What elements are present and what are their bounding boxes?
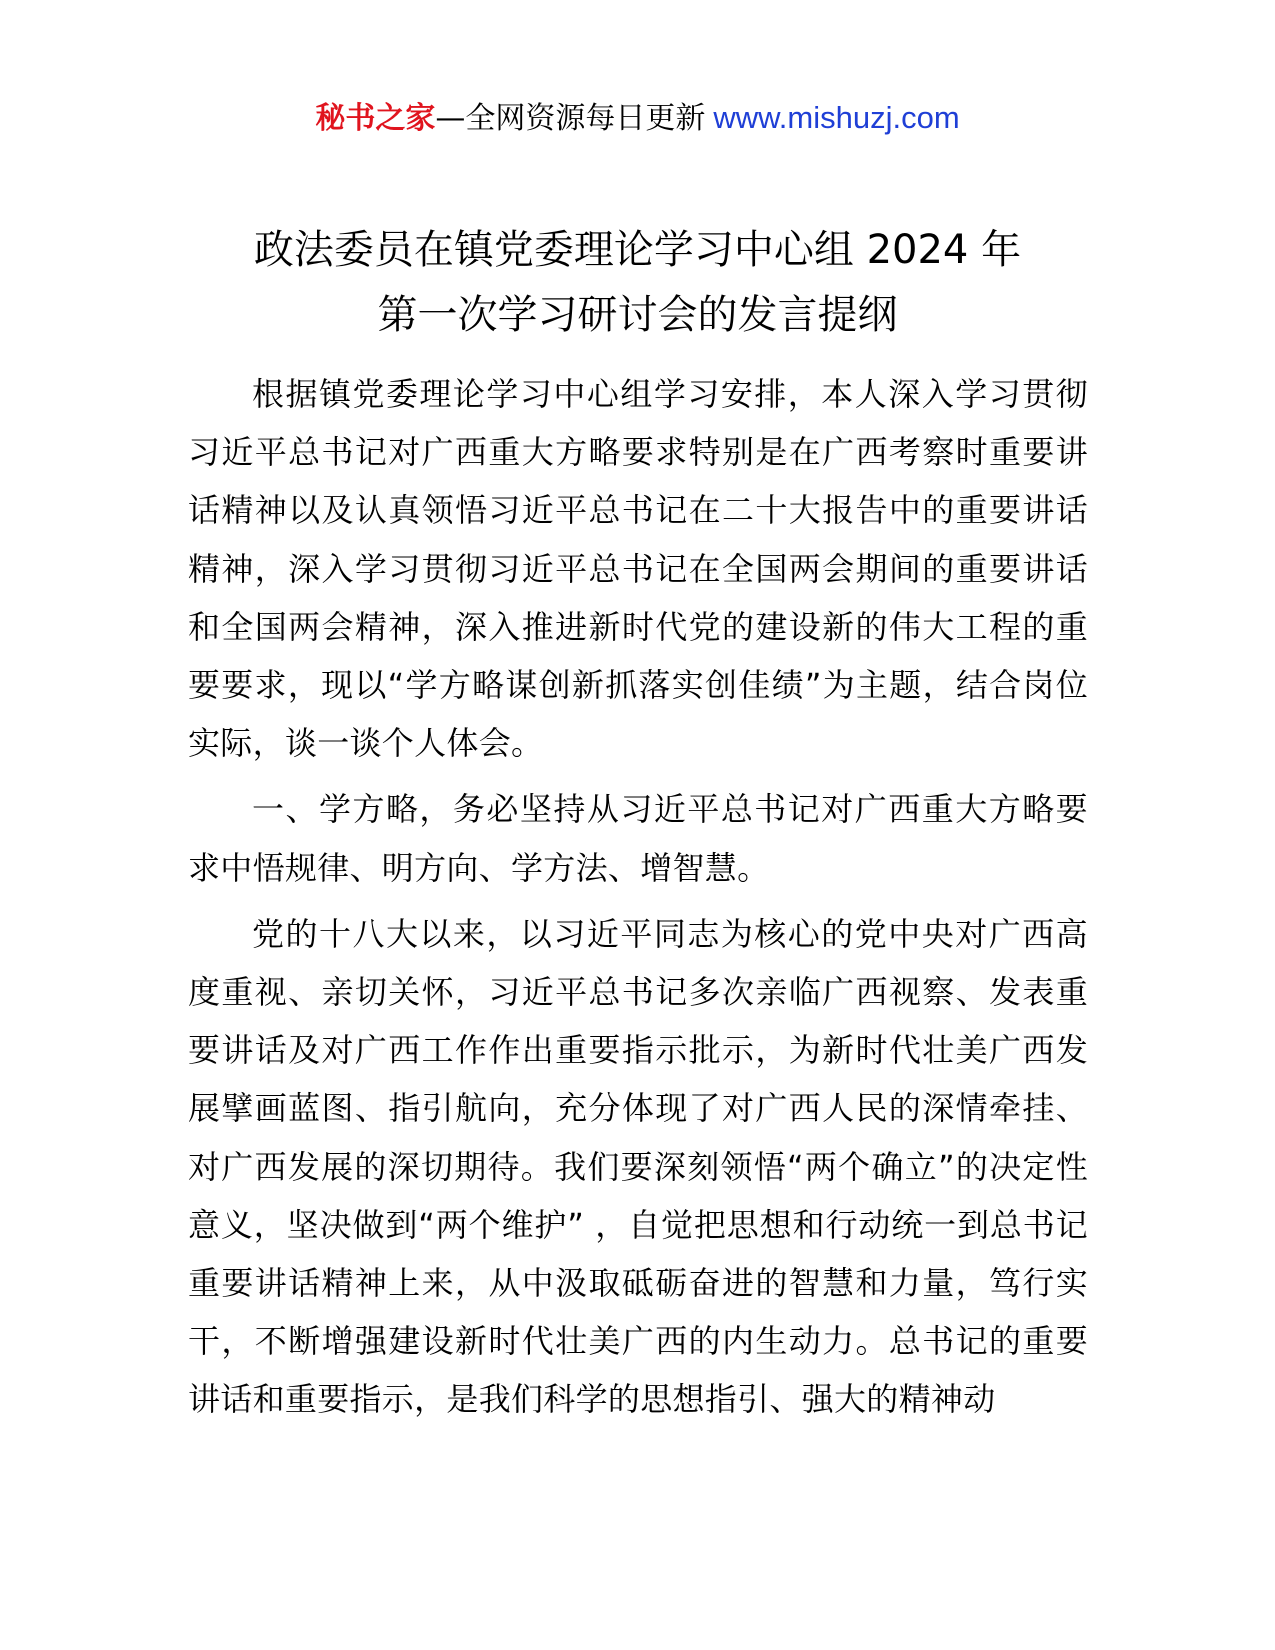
paragraph-section-heading: 一、学方略，务必坚持从习近平总书记对广西重大方略要求中悟规律、明方向、学方法、增智慧。 [188,790,1088,887]
paragraph-body: 党的十八大以来，以习近平同志为核心的党中央对广西高度重视、亲切关怀，习近平总书记多次亲临广西视察、发表重要讲话及对广西工作作出重要指示批示，为新时代壮美广西发展擘画蓝图、指引航向，充分体现了对广西人民的深情牵挂、对广西发展的深切期待。我们要深刻领悟“两个确立”的决定性意义，坚决做到“两个维护” ，自觉把思想和行动统一到总书记重要讲话精神上来，从中汲取砥砺奋进的智慧和力量，笃行实干，不断增强建设新时代壮美广西的内生动力。总书记的重要讲话和重要指示，是我们科学的思想指引、强大的精神动 [188,914,1088,1419]
document-body [188,365,1088,1429]
site-url-link[interactable]: www.mishuzj.com [713,100,960,135]
document-title [150,218,1125,348]
title-line-2: 第一次学习研讨会的发言提纲 [377,292,898,338]
site-brand: 秘书之家 [315,101,436,136]
site-tagline: —全网资源每日更新 [435,101,706,136]
site-header [0,96,1275,141]
paragraph-intro: 根据镇党委理论学习中心组学习安排，本人深入学习贯彻习近平总书记对广西重大方略要求特别是在广西考察时重要讲话精神以及认真领悟习近平总书记在二十大报告中的重要讲话精神，深入学习贯彻习近平总书记在全国两会期间的重要讲话和全国两会精神，深入推进新时代党的建设新的伟大工程的重要要求，现以“学方略谋创新抓落实创佳绩”为主题，结合岗位实际，谈一谈个人体会。 [188,375,1088,763]
title-line-1: 政法委员在镇党委理论学习中心组 2024 年 [253,227,1022,273]
